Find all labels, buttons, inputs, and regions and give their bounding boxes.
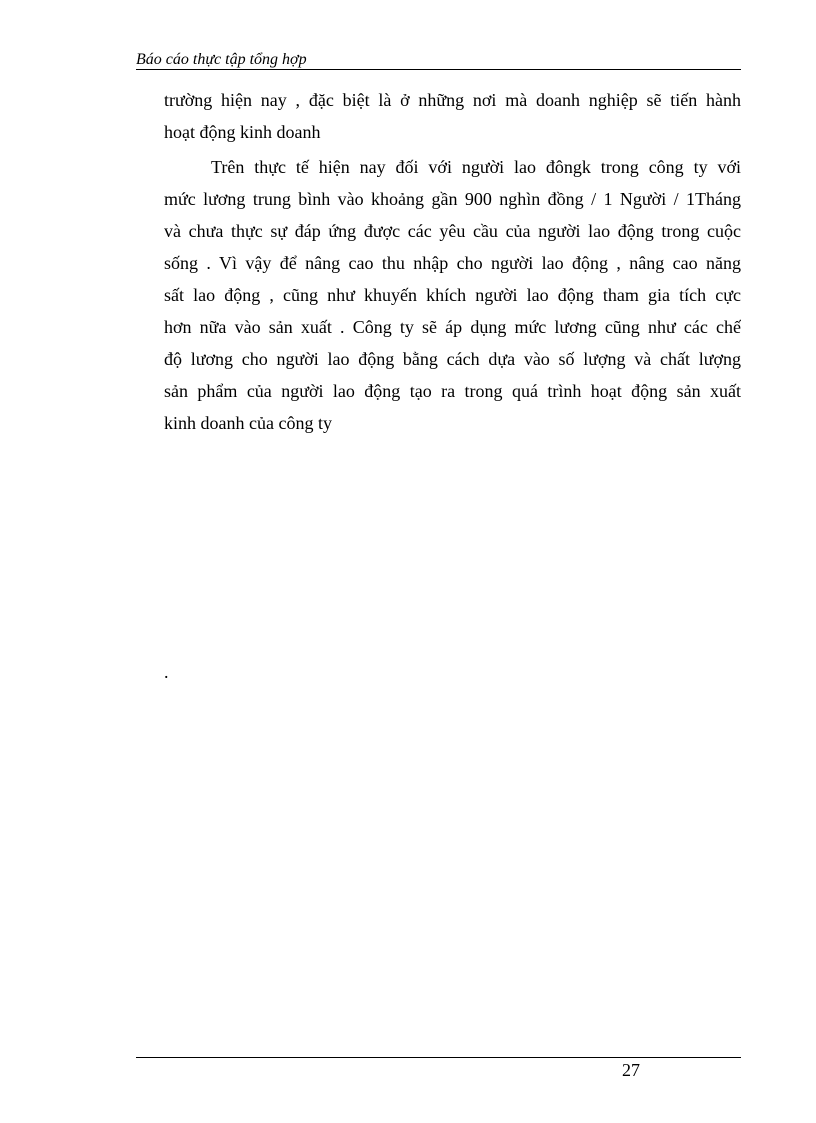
paragraph2-line-1: Trên thực tế hiện nay đối với người lao đôngk trong công ty với bbox=[211, 157, 741, 177]
paragraph2-line-6: hơn nữa vào sản xuất . Công ty sẽ áp dụng mức lương cũng như các chế bbox=[164, 317, 741, 337]
stray-mark: . bbox=[164, 662, 169, 682]
body-text bbox=[164, 84, 741, 439]
header-title: Báo cáo thực tập tổng hợp bbox=[136, 51, 307, 68]
paragraph1-line-1: trường hiện nay , đặc biệt là ở những nơi mà doanh nghiệp sẽ tiến hành bbox=[164, 90, 741, 110]
paragraph2-line-5: sất lao động , cũng như khuyến khích người lao động tham gia tích cực bbox=[164, 285, 741, 305]
paragraph2-line-8: sản phẩm của người lao động tạo ra trong quá trình hoạt động sản xuất bbox=[164, 381, 741, 401]
paragraph2-line-3: và chưa thực sự đáp ứng được các yêu cầu của người lao động trong cuộc bbox=[164, 221, 741, 241]
paragraph2-line-4: sống . Vì vậy để nâng cao thu nhập cho người lao động , nâng cao năng bbox=[164, 253, 741, 273]
paragraph2-line-9: kinh doanh của công ty bbox=[164, 413, 332, 433]
paragraph2-line-2: mức lương trung bình vào khoảng gần 900 nghìn đồng / 1 Người / 1Tháng bbox=[164, 189, 741, 209]
header-rule bbox=[136, 69, 741, 70]
paragraph1-line-2: hoạt động kinh doanh bbox=[164, 122, 321, 142]
footer-rule bbox=[136, 1057, 741, 1058]
paragraph2-line-7: độ lương cho người lao động bằng cách dựa vào số lượng và chất lượng bbox=[164, 349, 741, 369]
page-number: 27 bbox=[622, 1060, 640, 1080]
